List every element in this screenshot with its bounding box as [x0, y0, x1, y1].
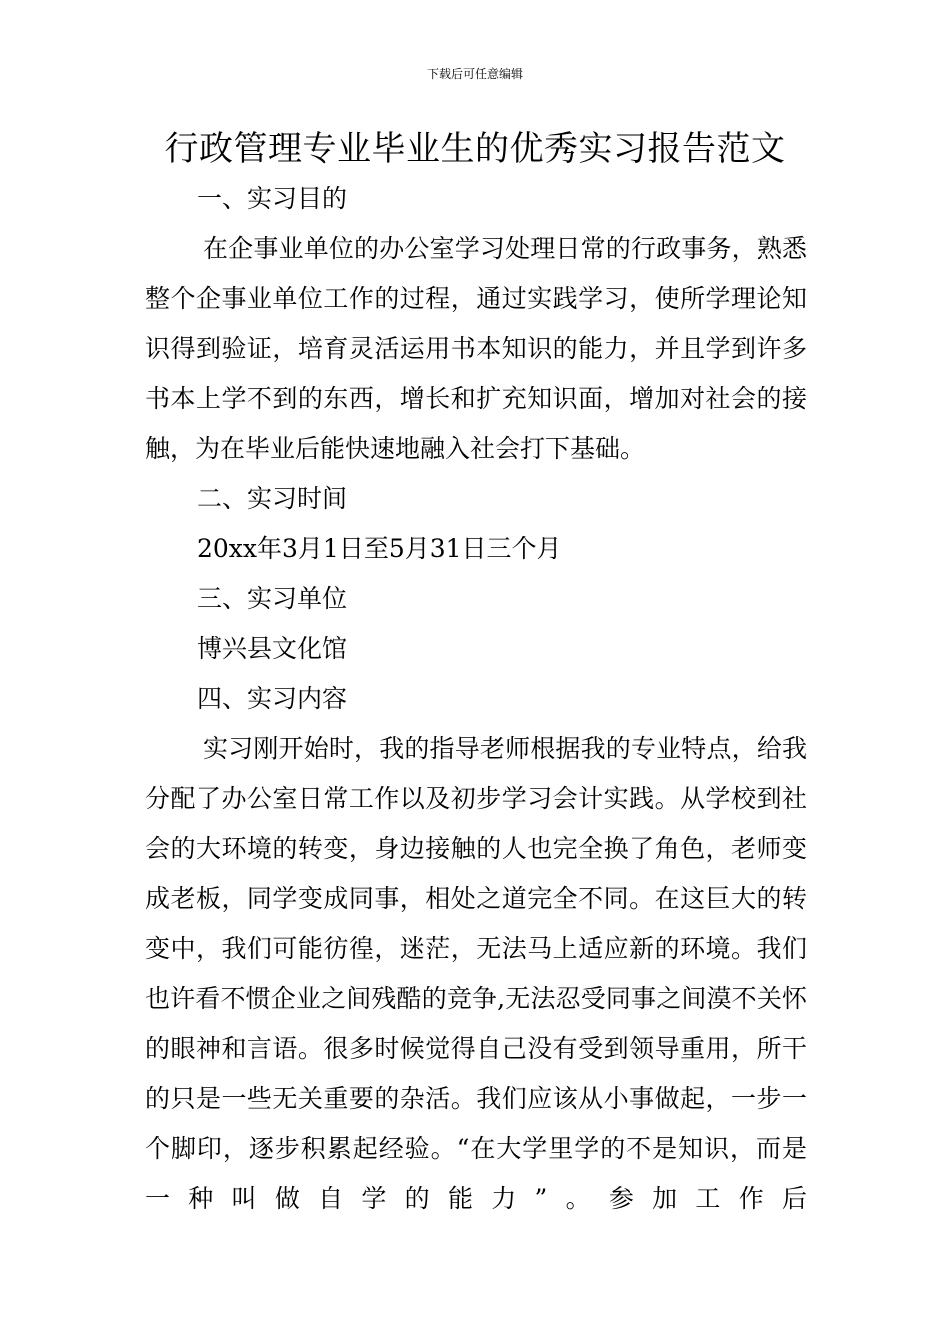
section-heading-unit: 三、实习单位: [197, 584, 348, 613]
document-body: [145, 174, 807, 1224]
section-heading-purpose: 一、实习目的: [197, 184, 348, 213]
section-text-content: 实习刚开始时，我的指导老师根据我的专业特点，给我分配了办公室日常工作以及初步学习会计实践。从学校到社会的大环境的转变，身边接触的人也完全换了角色，老师变成老板，同学变成同事，相处之道完全不同。在这巨大的转变中，我们可能彷徨，迷茫，无法马上适应新的环境。我们也许看不惯企业之间残酷的竞争,无法忍受同事之间漠不关怀的眼神和言语。很多时候觉得自己没有受到领导重用，所干的只是一些无关重要的杂活。我们应该从小事做起，一步一个脚印，逐步积累起经验。“在大学里学的不是知识，而是一种叫做自学的能力”。参加工作后: [145, 734, 807, 1213]
header-note: 下载后可任意编辑: [426, 67, 523, 81]
section-text-time: 20xx年3月1日至5月31日三个月: [197, 534, 562, 563]
section-heading-time: 二、实习时间: [197, 484, 348, 513]
section-text-unit: 博兴县文化馆: [197, 634, 348, 663]
document-title: 行政管理专业毕业生的优秀实习报告范文: [164, 129, 786, 169]
section-heading-content: 四、实习内容: [197, 684, 348, 713]
section-text-purpose: 在企事业单位的办公室学习处理日常的行政事务，熟悉整个企事业单位工作的过程，通过实践学习，使所学理论知识得到验证，培育灵活运用书本知识的能力，并且学到许多书本上学不到的东西，增长和扩充知识面，增加对社会的接触，为在毕业后能快速地融入社会打下基础。: [145, 234, 807, 463]
